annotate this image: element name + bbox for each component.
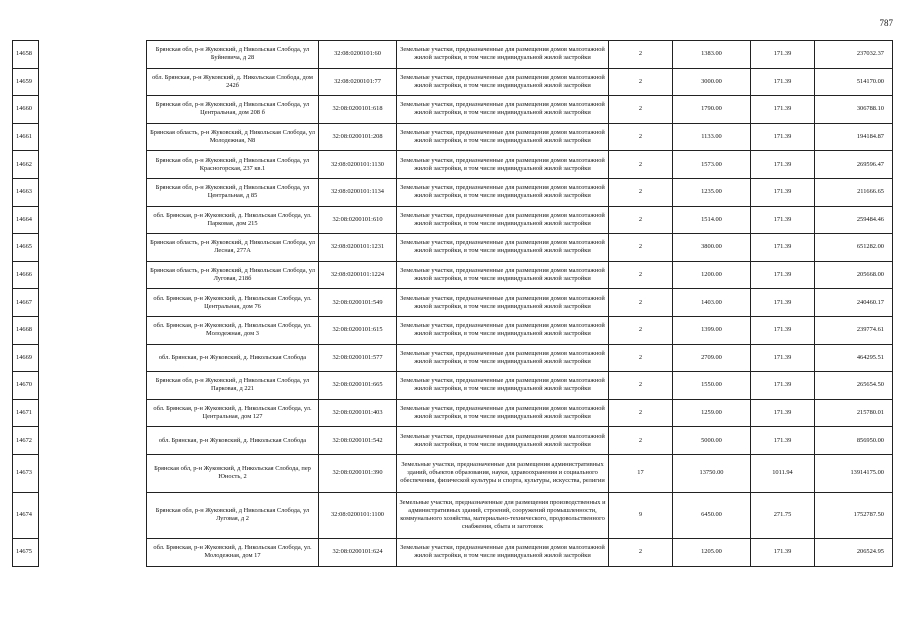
address-cell: обл. Брянская, р-н Жуковский, д. Никольская Слобода, ул. Центральная, дом 127 <box>147 399 319 427</box>
specific-value-cell: 171.39 <box>751 178 815 206</box>
specific-value-cell: 171.39 <box>751 41 815 69</box>
table-row <box>13 538 893 566</box>
cadastral-number-cell: 32:08:0200101:60 <box>319 41 397 69</box>
use-group-cell: 2 <box>609 41 673 69</box>
cadastral-value-cell: 306788.10 <box>815 96 893 124</box>
permitted-use-cell: Земельные участки, предназначенные для размещения домов малоэтажной жилой застройки, в том числе индивидуальной жилой застройки <box>397 289 609 317</box>
row-number: 14662 <box>13 151 39 179</box>
address-cell: Брянская обл, р-н Жуковский, д Никольская Слобода, ул Центральная, д 85 <box>147 178 319 206</box>
address-cell: обл. Брянская, р-н Жуковский, д. Никольская Слобода, дом 242б <box>147 68 319 96</box>
spacer-cell <box>39 492 147 538</box>
address-cell: Брянская обл, р-н Жуковский, д Никольская Слобода, ул Парковая, д 221 <box>147 372 319 400</box>
area-cell: 3000.00 <box>673 68 751 96</box>
row-number: 14672 <box>13 427 39 455</box>
spacer-cell <box>39 399 147 427</box>
permitted-use-cell: Земельные участки, предназначенные для размещения домов малоэтажной жилой застройки, в том числе индивидуальной жилой застройки <box>397 206 609 234</box>
specific-value-cell: 171.39 <box>751 206 815 234</box>
cadastral-value-cell: 239774.61 <box>815 316 893 344</box>
area-cell: 1573.00 <box>673 151 751 179</box>
row-number: 14673 <box>13 454 39 492</box>
table-row <box>13 178 893 206</box>
address-cell: Брянская область, р-н Жуковский, д Никольская Слобода, ул Молодежная, N8 <box>147 123 319 151</box>
area-cell: 3800.00 <box>673 234 751 262</box>
row-number: 14660 <box>13 96 39 124</box>
table-row <box>13 261 893 289</box>
cadastral-value-cell: 205668.00 <box>815 261 893 289</box>
address-cell: обл. Брянская, р-н Жуковский, д. Никольская Слобода, ул. Парковая, дом 215 <box>147 206 319 234</box>
cadastral-value-cell: 13914175.00 <box>815 454 893 492</box>
permitted-use-cell: Земельные участки, предназначенные для размещения домов малоэтажной жилой застройки, в том числе индивидуальной жилой застройки <box>397 372 609 400</box>
address-cell: обл. Брянская, р-н Жуковский, д. Никольская Слобода, ул. Молодежная, дом 17 <box>147 538 319 566</box>
use-group-cell: 2 <box>609 399 673 427</box>
specific-value-cell: 171.39 <box>751 234 815 262</box>
row-number: 14674 <box>13 492 39 538</box>
cadastral-value-cell: 464295.51 <box>815 344 893 372</box>
permitted-use-cell: Земельные участки, предназначенные для размещения домов малоэтажной жилой застройки, в том числе индивидуальной жилой застройки <box>397 234 609 262</box>
table-row <box>13 96 893 124</box>
cadastral-value-cell: 1752787.50 <box>815 492 893 538</box>
address-cell: Брянская обл, р-н Жуковский, д Никольская Слобода, ул Красногорская, 237 кв.1 <box>147 151 319 179</box>
use-group-cell: 2 <box>609 427 673 455</box>
table-row <box>13 344 893 372</box>
cadastral-number-cell: 32:08:0200101:77 <box>319 68 397 96</box>
table-row <box>13 151 893 179</box>
cadastral-number-cell: 32:08:0200101:615 <box>319 316 397 344</box>
row-number: 14668 <box>13 316 39 344</box>
use-group-cell: 2 <box>609 123 673 151</box>
use-group-cell: 2 <box>609 151 673 179</box>
area-cell: 1235.00 <box>673 178 751 206</box>
spacer-cell <box>39 316 147 344</box>
cadastral-number-cell: 32:08:0200101:390 <box>319 454 397 492</box>
area-cell: 1403.00 <box>673 289 751 317</box>
specific-value-cell: 171.39 <box>751 427 815 455</box>
row-number: 14666 <box>13 261 39 289</box>
cadastral-number-cell: 32:08:0200101:577 <box>319 344 397 372</box>
area-cell: 13750.00 <box>673 454 751 492</box>
address-cell: Брянская обл, р-н Жуковский, д Никольская Слобода, пер Юность, 2 <box>147 454 319 492</box>
permitted-use-cell: Земельные участки, предназначенные для размещения домов малоэтажной жилой застройки, в том числе индивидуальной жилой застройки <box>397 123 609 151</box>
row-number: 14667 <box>13 289 39 317</box>
cadastral-number-cell: 32:08:0200101:549 <box>319 289 397 317</box>
use-group-cell: 17 <box>609 454 673 492</box>
specific-value-cell: 171.39 <box>751 289 815 317</box>
table-row <box>13 289 893 317</box>
cadastral-number-cell: 32:08:0200101:1224 <box>319 261 397 289</box>
cadastral-number-cell: 32:08:0200101:618 <box>319 96 397 124</box>
spacer-cell <box>39 41 147 69</box>
address-cell: обл. Брянская, р-н Жуковский, д. Никольская Слобода <box>147 427 319 455</box>
address-cell: Брянская обл, р-н Жуковский, д Никольская Слобода, ул Луговая, д 2 <box>147 492 319 538</box>
cadastral-value-cell: 240460.17 <box>815 289 893 317</box>
cadastral-value-cell: 269596.47 <box>815 151 893 179</box>
area-cell: 1200.00 <box>673 261 751 289</box>
table-row <box>13 454 893 492</box>
use-group-cell: 2 <box>609 234 673 262</box>
permitted-use-cell: Земельные участки, предназначенные для размещения домов малоэтажной жилой застройки, в том числе индивидуальной жилой застройки <box>397 316 609 344</box>
row-number: 14658 <box>13 41 39 69</box>
cadastral-number-cell: 32:08:0200101:1134 <box>319 178 397 206</box>
use-group-cell: 2 <box>609 372 673 400</box>
cadastral-value-cell: 194184.87 <box>815 123 893 151</box>
table-body <box>13 41 893 567</box>
specific-value-cell: 171.39 <box>751 96 815 124</box>
spacer-cell <box>39 206 147 234</box>
permitted-use-cell: Земельные участки, предназначенные для размещения домов малоэтажной жилой застройки, в том числе индивидуальной жилой застройки <box>397 399 609 427</box>
specific-value-cell: 171.39 <box>751 316 815 344</box>
cadastral-value-cell: 856950.00 <box>815 427 893 455</box>
permitted-use-cell: Земельные участки, предназначенные для размещения домов малоэтажной жилой застройки, в том числе индивидуальной жилой застройки <box>397 261 609 289</box>
specific-value-cell: 171.39 <box>751 68 815 96</box>
use-group-cell: 9 <box>609 492 673 538</box>
specific-value-cell: 171.39 <box>751 261 815 289</box>
address-cell: Брянская обл, р-н Жуковский, д Никольская Слобода, ул Буйневича, д 28 <box>147 41 319 69</box>
area-cell: 1550.00 <box>673 372 751 400</box>
use-group-cell: 2 <box>609 261 673 289</box>
use-group-cell: 2 <box>609 316 673 344</box>
permitted-use-cell: Земельные участки, предназначенные для размещения домов малоэтажной жилой застройки, в том числе индивидуальной жилой застройки <box>397 96 609 124</box>
cadastral-value-cell: 651282.00 <box>815 234 893 262</box>
area-cell: 2709.00 <box>673 344 751 372</box>
spacer-cell <box>39 96 147 124</box>
cadastral-value-cell: 206524.95 <box>815 538 893 566</box>
spacer-cell <box>39 538 147 566</box>
permitted-use-cell: Земельные участки, предназначенные для размещения домов малоэтажной жилой застройки, в том числе индивидуальной жилой застройки <box>397 151 609 179</box>
address-cell: Брянская область, р-н Жуковский, д Никольская Слобода, ул Луговая, 218б <box>147 261 319 289</box>
row-number: 14671 <box>13 399 39 427</box>
cadastral-number-cell: 32:08:0200101:624 <box>319 538 397 566</box>
permitted-use-cell: Земельные участки, предназначенные для размещения административных зданий, объектов образования, науки, здравоохранения и социального обеспечения, физической культуры и спорта, культуры, искусства, религии <box>397 454 609 492</box>
specific-value-cell: 1011.94 <box>751 454 815 492</box>
land-registry-table <box>12 40 893 567</box>
cadastral-number-cell: 32:08:0200101:1231 <box>319 234 397 262</box>
cadastral-value-cell: 215780.01 <box>815 399 893 427</box>
specific-value-cell: 171.39 <box>751 399 815 427</box>
area-cell: 1514.00 <box>673 206 751 234</box>
table-row <box>13 206 893 234</box>
cadastral-number-cell: 32:08:0200101:1100 <box>319 492 397 538</box>
permitted-use-cell: Земельные участки, предназначенные для размещения домов малоэтажной жилой застройки, в том числе индивидуальной жилой застройки <box>397 344 609 372</box>
use-group-cell: 2 <box>609 289 673 317</box>
spacer-cell <box>39 427 147 455</box>
row-number: 14669 <box>13 344 39 372</box>
cadastral-value-cell: 259484.46 <box>815 206 893 234</box>
table-row <box>13 316 893 344</box>
specific-value-cell: 271.75 <box>751 492 815 538</box>
specific-value-cell: 171.39 <box>751 123 815 151</box>
table-row <box>13 68 893 96</box>
permitted-use-cell: Земельные участки, предназначенные для размещения домов малоэтажной жилой застройки, в том числе индивидуальной жилой застройки <box>397 41 609 69</box>
spacer-cell <box>39 289 147 317</box>
row-number: 14675 <box>13 538 39 566</box>
use-group-cell: 2 <box>609 68 673 96</box>
row-number: 14663 <box>13 178 39 206</box>
cadastral-value-cell: 237032.37 <box>815 41 893 69</box>
cadastral-value-cell: 265654.50 <box>815 372 893 400</box>
row-number: 14659 <box>13 68 39 96</box>
table-row <box>13 372 893 400</box>
use-group-cell: 2 <box>609 206 673 234</box>
area-cell: 1790.00 <box>673 96 751 124</box>
area-cell: 6450.00 <box>673 492 751 538</box>
specific-value-cell: 171.39 <box>751 151 815 179</box>
area-cell: 1259.00 <box>673 399 751 427</box>
address-cell: Брянская область, р-н Жуковский, д Никольская Слобода, ул Лесная, 277А <box>147 234 319 262</box>
cadastral-number-cell: 32:08:0200101:208 <box>319 123 397 151</box>
table-row <box>13 492 893 538</box>
spacer-cell <box>39 261 147 289</box>
address-cell: обл. Брянская, р-н Жуковский, д. Никольская Слобода, ул. Центральная, дом 76 <box>147 289 319 317</box>
spacer-cell <box>39 372 147 400</box>
permitted-use-cell: Земельные участки, предназначенные для размещения домов малоэтажной жилой застройки, в том числе индивидуальной жилой застройки <box>397 427 609 455</box>
address-cell: Брянская обл, р-н Жуковский, д Никольская Слобода, ул Центральная, дом 208 б <box>147 96 319 124</box>
spacer-cell <box>39 234 147 262</box>
permitted-use-cell: Земельные участки, предназначенные для размещения домов малоэтажной жилой застройки, в том числе индивидуальной жилой застройки <box>397 68 609 96</box>
area-cell: 1205.00 <box>673 538 751 566</box>
use-group-cell: 2 <box>609 344 673 372</box>
cadastral-number-cell: 32:08:0200101:403 <box>319 399 397 427</box>
cadastral-number-cell: 32:08:0200101:610 <box>319 206 397 234</box>
spacer-cell <box>39 344 147 372</box>
row-number: 14665 <box>13 234 39 262</box>
table-row <box>13 123 893 151</box>
table-row <box>13 399 893 427</box>
cadastral-value-cell: 211666.65 <box>815 178 893 206</box>
spacer-cell <box>39 454 147 492</box>
permitted-use-cell: Земельные участки, предназначенные для размещения производственных и административных зданий, строений, сооружений промышленности, коммунального хозяйства, материально-технического, продовольственного снабжения, сбыта и заготовок <box>397 492 609 538</box>
cadastral-value-cell: 514170.00 <box>815 68 893 96</box>
spacer-cell <box>39 151 147 179</box>
cadastral-number-cell: 32:08:0200101:1130 <box>319 151 397 179</box>
table-row <box>13 41 893 69</box>
use-group-cell: 2 <box>609 538 673 566</box>
area-cell: 1133.00 <box>673 123 751 151</box>
specific-value-cell: 171.39 <box>751 344 815 372</box>
permitted-use-cell: Земельные участки, предназначенные для размещения домов малоэтажной жилой застройки, в том числе индивидуальной жилой застройки <box>397 178 609 206</box>
cadastral-number-cell: 32:08:0200101:665 <box>319 372 397 400</box>
row-number: 14664 <box>13 206 39 234</box>
table-row <box>13 427 893 455</box>
page-number: 787 <box>879 18 893 28</box>
permitted-use-cell: Земельные участки, предназначенные для размещения домов малоэтажной жилой застройки, в том числе индивидуальной жилой застройки <box>397 538 609 566</box>
specific-value-cell: 171.39 <box>751 372 815 400</box>
table-row <box>13 234 893 262</box>
specific-value-cell: 171.39 <box>751 538 815 566</box>
use-group-cell: 2 <box>609 178 673 206</box>
spacer-cell <box>39 68 147 96</box>
spacer-cell <box>39 178 147 206</box>
cadastral-number-cell: 32:08:0200101:542 <box>319 427 397 455</box>
address-cell: обл. Брянская, р-н Жуковский, д. Никольская Слобода <box>147 344 319 372</box>
row-number: 14661 <box>13 123 39 151</box>
address-cell: обл. Брянская, р-н Жуковский, д. Никольская Слобода, ул. Молодежная, дом 3 <box>147 316 319 344</box>
area-cell: 5000.00 <box>673 427 751 455</box>
spacer-cell <box>39 123 147 151</box>
row-number: 14670 <box>13 372 39 400</box>
use-group-cell: 2 <box>609 96 673 124</box>
area-cell: 1383.00 <box>673 41 751 69</box>
area-cell: 1399.00 <box>673 316 751 344</box>
